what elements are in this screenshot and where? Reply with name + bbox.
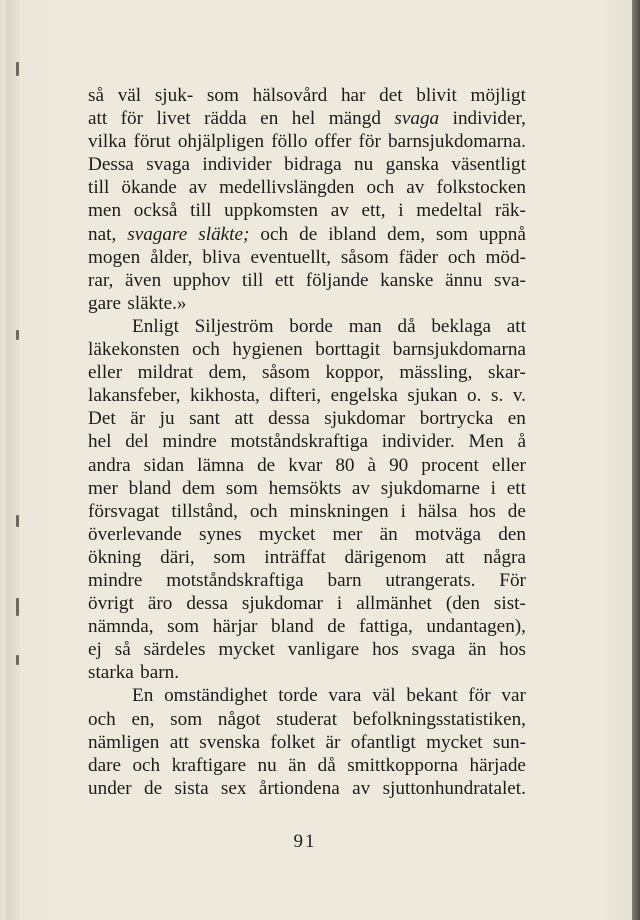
text-line: nämligen att svenska folket är ofantligt mycket sun- <box>88 731 526 753</box>
text-line: nämnda, som härjar bland de fattiga, undantagen), <box>88 616 526 638</box>
text-line: Dessa svaga individer bidraga nu ganska väsentligt <box>88 154 526 176</box>
text-line: läkekonsten och hygienen borttagit barnsjukdomarna <box>88 339 526 361</box>
text-line: rar, även upphov till ett följande kanske ännu sva- <box>88 269 526 291</box>
text-line: starka barn. <box>88 662 180 684</box>
text-line: mindre motståndskraftiga barn utrangerats. För <box>88 569 526 591</box>
text-line: mer bland dem som hemsökts av sjukdomarne i ett <box>88 477 526 499</box>
page-number: 91 <box>293 831 317 852</box>
text-line: En omständighet torde vara väl bekant för var <box>132 685 526 707</box>
text-line: men också till uppkomsten av ett, i medeltal räk- <box>88 200 526 222</box>
text-line: eller mildrat dem, såsom koppor, mässling, skar- <box>88 362 526 384</box>
text-line: nat, svagare släkte; och de ibland dem, som uppnå <box>88 223 526 245</box>
text-line: att för livet rädda en hel mängd svaga individer, <box>88 108 526 130</box>
text-line: till ökande av medellivslängden och av folkstocken <box>88 177 526 199</box>
text-line: ökning däri, som inträffat därigenom att några <box>88 546 526 568</box>
text-line: lakansfeber, kikhosta, difteri, engelska sjukan o. s. v. <box>88 385 526 407</box>
text-line: så väl sjuk- som hälsovård har det blivit möjligt <box>88 85 526 106</box>
text-line: Det är ju sant att dessa sjukdomar bortrycka en <box>88 408 526 430</box>
text-line: Enligt Siljeström borde man då beklaga att <box>132 315 526 337</box>
page-edge-shadow <box>632 0 640 920</box>
body-text <box>88 84 526 800</box>
text-line: och en, som något studerat befolkningsstatistiken, <box>88 708 526 730</box>
text-line: överlevande synes mycket mer än motväga den <box>88 523 526 545</box>
text-line: hel del mindre motståndskraftiga individer. Men å <box>88 431 526 453</box>
text-line: övrigt äro dessa sjukdomar i allmänhet (den sist- <box>88 593 526 615</box>
text-line: under de sista sex årtiondena av sjuttonhundratalet. <box>88 777 526 799</box>
text-line: vilka förut ohjälpligen föllo offer för barnsjukdomarna. <box>88 131 526 153</box>
text-line: andra sidan lämna de kvar 80 à 90 procent eller <box>88 454 526 476</box>
text-line: dare och kraftigare nu än då smittkopporna härjade <box>88 754 526 776</box>
text-line: ej så särdeles mycket vanligare hos svaga än hos <box>88 639 526 661</box>
binding-gutter <box>6 0 20 920</box>
text-line: försvagat tillstånd, och minskningen i hälsa hos de <box>88 500 526 522</box>
text-line: mogen ålder, bliva eventuellt, såsom fäder och möd- <box>88 246 526 268</box>
text-line: gare släkte.» <box>88 292 187 314</box>
